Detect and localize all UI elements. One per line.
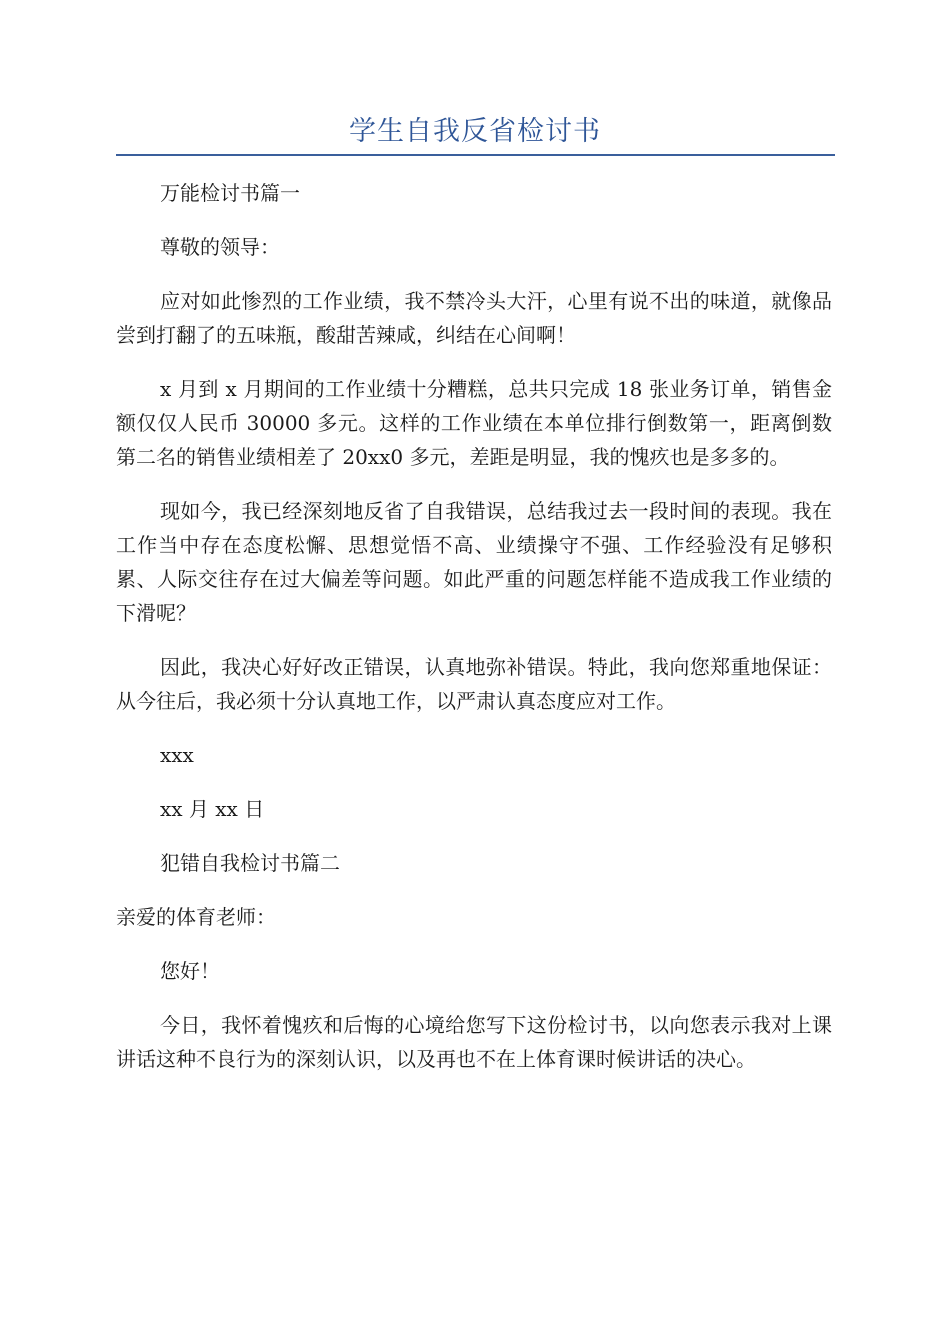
paragraph-3: 现如今，我已经深刻地反省了自我错误，总结我过去一段时间的表现。我在工作当中存在态度松懈、思想觉悟不高、业绩操守不强、工作经验没有足够积累、人际交往存在过大偏差等问题。如此严重的问题怎样能不造成我工作业绩的下滑呢？ [116, 499, 832, 625]
paragraph-2: x 月到 x 月期间的工作业绩十分糟糕，总共只完成 18 张业务订单，销售金额仅仅人民币 30000 多元。这样的工作业绩在本单位排行倒数第一，距离倒数第二名的销售业绩相差了 20xx0 多元，差距是明显，我的愧疚也是多多的。 [116, 377, 832, 469]
date-line: xx 月 xx 日 [160, 797, 265, 821]
document-body [116, 176, 832, 1076]
paragraph-5: 今日，我怀着愧疚和后悔的心境给您写下这份检讨书，以向您表示我对上课讲话这种不良行为的深刻认识，以及再也不在上体育课时候讲话的决心。 [116, 1013, 832, 1071]
paragraph-1: 应对如此惨烈的工作业绩，我不禁冷头大汗，心里有说不出的味道，就像品尝到打翻了的五味瓶，酸甜苦辣咸，纠结在心间啊！ [116, 289, 832, 347]
greeting: 您好！ [160, 959, 220, 983]
paragraph-4: 因此，我决心好好改正错误，认真地弥补错误。特此，我向您郑重地保证：从今往后，我必须十分认真地工作，以严肃认真态度应对工作。 [116, 655, 832, 713]
signature: xxx [160, 743, 194, 767]
salutation-2: 亲爱的体育老师： [116, 905, 276, 929]
document-title: 学生自我反省检讨书 [349, 116, 601, 147]
salutation-1: 尊敬的领导： [160, 235, 280, 259]
title-underline [116, 154, 835, 156]
section-heading-1: 万能检讨书篇一 [160, 181, 300, 205]
section-heading-2: 犯错自我检讨书篇二 [160, 851, 340, 875]
